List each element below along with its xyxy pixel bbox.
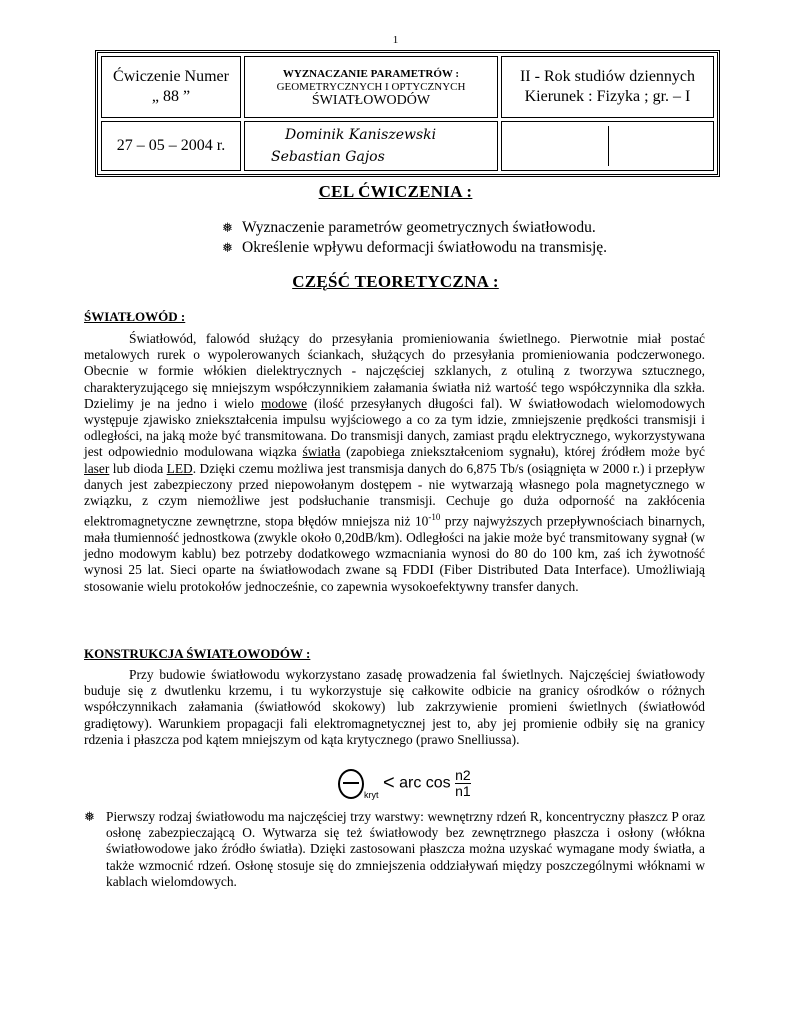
goal-heading: CEL ĆWICZENIA :: [318, 182, 473, 201]
theory-heading: CZĘŚĆ TEORETYCZNA :: [292, 272, 499, 291]
authors-cell: [244, 121, 498, 171]
date-cell: 27 – 05 – 2004 r.: [101, 121, 241, 171]
study-year: II - Rok studiów dziennych: [519, 68, 696, 85]
layers-list-item: ❅ Pierwszy rodzaj światłowodu ma najczęściej trzy warstwy: wewnętrzny rdzeń R, koncentryczny płaszcz P oraz osłonę zabezpieczającą O. Wytwarza się też światłowody bez zewnętrznego płaszcza i osłony (włókna światłowodowe jako źródło światła). Dzięki zastosowani płaszcza można uzyskać wymagane mody światła, a także wzmocnić rdzeń. Osłonę stosuje się do zmniejszenia oddziaływań między poszczególnymi włóknami w kablach wielomdowych.: [84, 809, 705, 889]
author-2: Sebastian Gajos: [271, 149, 385, 165]
topic-cell: [244, 56, 498, 118]
snowflake-bullet-icon: ❅: [222, 220, 233, 235]
snowflake-bullet-icon: ❅: [222, 240, 233, 255]
topic-line-2: GEOMETRYCZNYCH I OPTYCZNYCH: [276, 80, 466, 93]
link-swiatla[interactable]: światła: [302, 444, 341, 460]
topic-line-1: WYZNACZANIE PARAMETRÓW :: [282, 67, 460, 80]
study-info-cell: [501, 56, 714, 118]
theta-symbol-icon: [338, 769, 364, 799]
header-table: [95, 50, 720, 177]
goal-item-1: ❅ Wyznaczenie parametrów geometrycznych światłowodu.: [222, 219, 596, 236]
snowflake-bullet-icon: ❅: [84, 809, 95, 824]
section-fiber-heading: ŚWIATŁOWÓD :: [84, 309, 186, 324]
link-led[interactable]: LED: [166, 460, 193, 476]
topic-line-3: ŚWIATŁOWODÓW: [311, 92, 431, 108]
grade-cell: [501, 121, 714, 171]
study-field: Kierunek : Fizyka ; gr. – I: [524, 88, 691, 105]
link-modowe[interactable]: modowe: [260, 395, 308, 411]
section-fiber-paragraph: Światłowód, falowód służący do przesyłania promieniowania świetlnego. Pierwotnie miał postać metalowych rurek o wypolerowanych ściankach, służących do przesyłania promieniowania podczerwonego. Obecnie w formie włókien dielektrycznych - najczęściej szklanych, z otuliną z tworzywa sztucznego, charakteryzującego się mniejszym współczynnikiem załamania światła niż wartość tego współczynnika dla szkła. Dzielimy je na jedno i wielo modowe (ilość przesyłanych długości fal). W światłowodach wielomodowych występuje zjawisko zniekształcenia impulsu wyjściowego a co za tym idzie, zmniejszenie prędkości transmisji i odległości, na jaką może być transmitowana. Do transmisji danych, zamiast prądu elektrycznego, wykorzystywana jest odpowiednio modulowana wiązka światła (zapobiega zniekształceniom sygnału), której źródłem może być laser lub dioda LED. Dzięki czemu możliwa jest transmisja danych do 6,875 Tb/s (osiągnięta w 2000 r.) i przepływ danych jest zabezpieczony przed niepowołanym dostępem - nie wytwarzają własnego pola magnetycznego w związku, z czym niemożliwe jest podsłuchanie transmisji. Cechuje go duża odporność na zakłócenia elektromagnetyczne zewnętrzne, stopa błędów mniejsza niż $10^{-10}$ przy najwyższych przepływnościach binarnych, mała tłumienność jednostkowa (zwykle około 0,20dB/km). Odległości na jakie może być transmitowany sygnał (w jedno modowym kablu) bez potrzeby dodatkowego wzmacniania wynosi do 80 do 100 km, zaś ich żywotność wynosi 25 lat. Sieci oparte na światłowodach zwane są FDDI (Fiber Distributed Data Interface). Umożliwiają stosowanie wielu protokołów jednocześnie, co zapewnia wysokoefektywny transfer danych.: [84, 331, 706, 594]
section-construction-paragraph: Przy budowie światłowodu wykorzystano zasadę prowadzenia fal świetlnych. Najczęściej światłowody buduje się z dwutlenku krzemu, i tu wykorzystuje się całkowite odbicie na granicy ośrodków o różnych współczynnikach załamania (światłowód skokowy) lub zakrzywienie promieni świetlnych (światłowód gradiętowy). Warunkiem propagacji fali elektromagnetycznej jest to, aby jej promienie odbiły się na granicy rdzenia i płaszcza pod kątem mniejszym od kąta krytycznego (prawo Snelliussa).: [84, 667, 705, 747]
exercise-label: Ćwiczenie Numer: [113, 68, 229, 85]
author-1: Dominik Kaniszewski: [285, 127, 437, 143]
goal-item-2: ❅ Określenie wpływu deformacji światłowodu na transmisję.: [222, 239, 608, 256]
section-construction-heading: KONSTRUKCJA ŚWIATŁOWODÓW :: [84, 646, 311, 661]
exercise-number-cell: [101, 56, 241, 118]
link-laser[interactable]: laser: [84, 460, 110, 476]
critical-angle-formula: $_{kryt}$ < arc cos $\frac{n2}{n1}$: [338, 768, 471, 799]
page-number: 1: [392, 34, 399, 46]
exercise-number: „ 88 ”: [151, 88, 191, 105]
